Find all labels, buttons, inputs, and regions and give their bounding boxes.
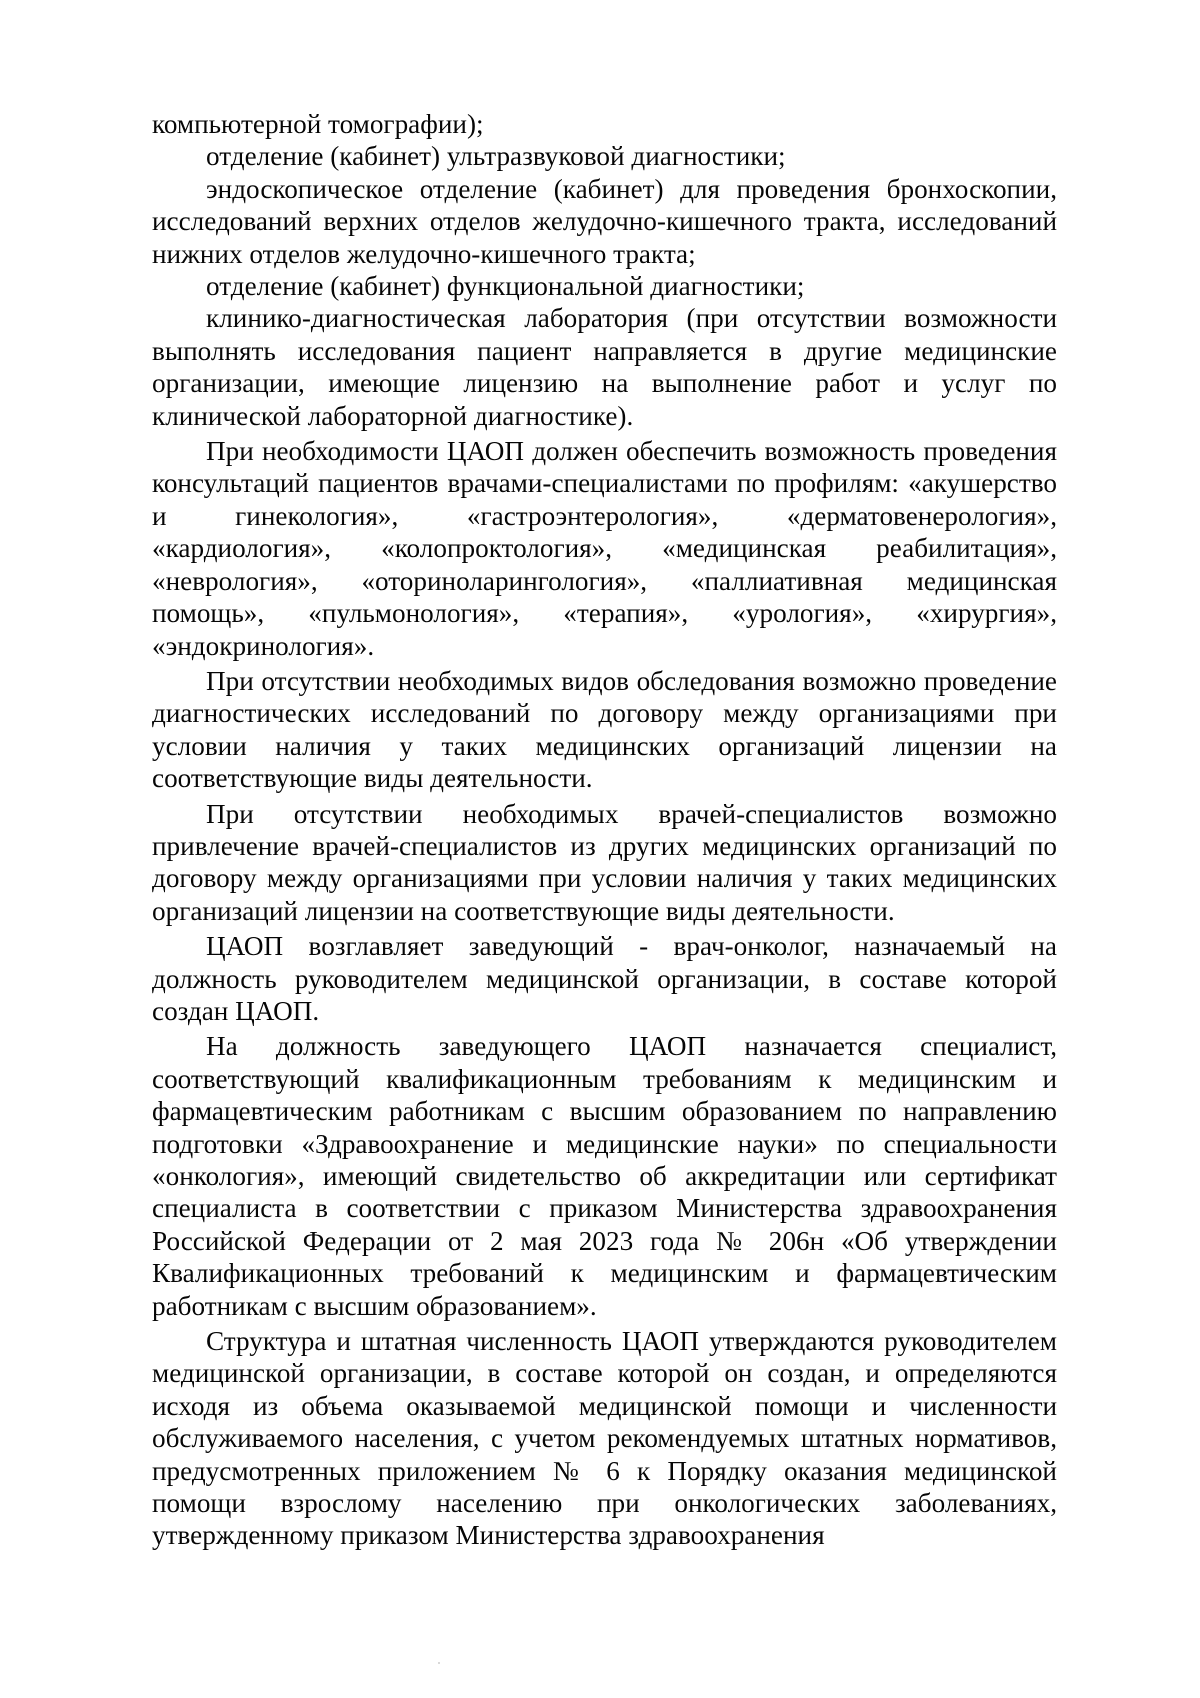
paragraph-missing-specialists: При отсутствии необходимых врачей-специалистов возможно привлечение врачей-специалистов из других медицинских организаций по договору между организациями при условии наличия у таких медицинских организаций лицензии на соответствующие виды деятельности. — [152, 798, 1057, 926]
paragraph-ct-continuation: компьютерной томографии); — [152, 109, 484, 139]
document-body — [152, 108, 1057, 1552]
paragraph-head-of-center: ЦАОП возглавляет заведующий - врач-онколог, назначаемый на должность руководителем медицинской организации, в составе которой создан ЦАОП. — [152, 931, 1057, 1026]
paragraph-functional-diagnostics-unit: отделение (кабинет) функциональной диагностики; — [206, 271, 805, 302]
paragraph-clinical-laboratory: клинико-диагностическая лаборатория (при отсутствии возможности выполнять исследования пациент направляется в другие медицинские организации, имеющие лицензию на выполнение работ и услуг по клинической лабораторной диагностике). — [152, 303, 1057, 431]
paragraph-ultrasound-unit: отделение (кабинет) ультразвуковой диагностики; — [206, 141, 786, 172]
paragraph-structure-and-staffing: Структура и штатная численность ЦАОП утверждаются руководителем медицинской организации, в составе которой он создан, и определяются исходя из объема оказываемой медицинской помощи и численности обслуживаемого населения, с учетом рекомендуемых штатных нормативов, предусмотренных приложением № 6 к Порядку оказания медицинской помощи взрослому населению при онкологических заболеваниях, утвержденному приказом Министерства здравоохранения — [152, 1326, 1057, 1551]
paragraph-missing-examinations: При отсутствии необходимых видов обследования возможно проведение диагностических исследований по договору между организациями при условии наличия у таких медицинских организаций лицензии на соответствующие виды деятельности. — [152, 665, 1057, 794]
scan-artifact-dot — [438, 1662, 440, 1664]
paragraph-endoscopy-unit: эндоскопическое отделение (кабинет) для проведения бронхоскопии, исследований верхних отделов желудочно-кишечного тракта, исследований нижних отделов желудочно-кишечного тракта; — [152, 173, 1057, 269]
paragraph-specialist-consultations: При необходимости ЦАОП должен обеспечить возможность проведения консультаций пациентов врачами-специалистами по профилям: «акушерство и гинекология», «гастроэнтерология», «дерматовенерология», «кардиология», «колопроктология», «медицинская реабилитация», «неврология», «оториноларингология», «паллиативная медицинская помощь», «пульмонология», «терапия», «урология», «хирургия», «эндокринология». — [152, 436, 1057, 661]
paragraph-head-qualification: На должность заведующего ЦАОП назначается специалист, соответствующий квалификационным требованиям к медицинским и фармацевтическим работникам с высшим образованием по направлению подготовки «Здравоохранение и медицинские науки» по специальности «онкология», имеющий свидетельство об аккредитации или сертификат специалиста в соответствии с приказом Министерства здравоохранения Российской Федерации от 2 мая 2023 года № 206н «Об утверждении Квалификационных требований к медицинским и фармацевтическим работникам с высшим образованием». — [152, 1031, 1057, 1321]
